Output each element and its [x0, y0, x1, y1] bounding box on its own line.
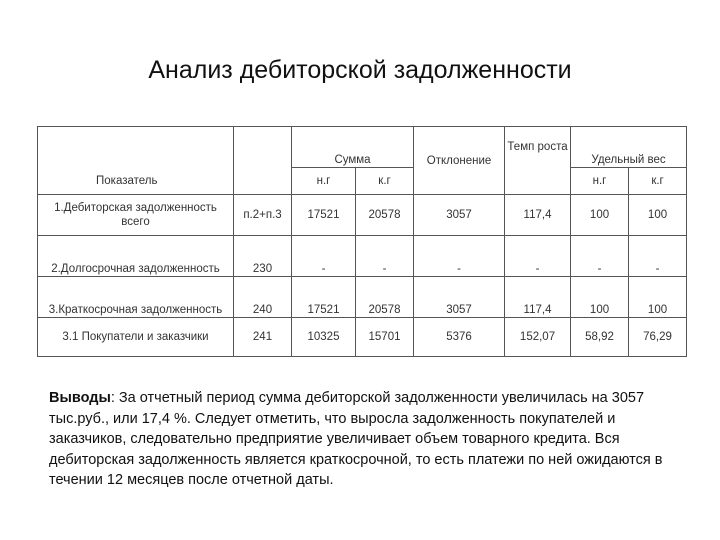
cell-kg: -	[356, 236, 414, 277]
cell-growth: 152,07	[505, 318, 571, 357]
header-kg: к.г	[356, 168, 414, 195]
row-code: 240	[234, 277, 292, 318]
cell-growth: -	[505, 236, 571, 277]
receivables-table-container	[37, 126, 686, 357]
header-summa: Сумма	[292, 127, 414, 168]
cell-share-kg: -	[629, 236, 687, 277]
conclusion-paragraph	[49, 388, 674, 491]
table-row	[38, 195, 687, 236]
cell-ng: 17521	[292, 277, 356, 318]
row-label: 2.Долгосрочная задолженность	[38, 236, 234, 277]
receivables-table	[37, 126, 687, 357]
header-empty-cell	[505, 168, 571, 195]
cell-growth: 117,4	[505, 277, 571, 318]
conclusion-label: Выводы	[49, 390, 111, 406]
row-code: п.2+п.3	[234, 195, 292, 236]
cell-kg: 20578	[356, 195, 414, 236]
row-code: 230	[234, 236, 292, 277]
header-empty-cell	[38, 127, 234, 168]
table-row	[38, 277, 687, 318]
header-ng-share: н.г	[571, 168, 629, 195]
cell-share-ng: 58,92	[571, 318, 629, 357]
table-row	[38, 318, 687, 357]
cell-deviation: 3057	[414, 195, 505, 236]
page-title: Анализ дебиторской задолженности	[148, 56, 572, 84]
cell-ng: 17521	[292, 195, 356, 236]
table-row	[38, 236, 687, 277]
header-empty-cell	[414, 168, 505, 195]
cell-deviation: 5376	[414, 318, 505, 357]
cell-share-ng: 100	[571, 195, 629, 236]
header-kg-share: к.г	[629, 168, 687, 195]
conclusion-text: : За отчетный период сумма дебиторской задолженности увеличилась на 3057 тыс.руб., или 17,4 %. Следует отметить, что выросла задолженность покупателей и заказчиков, следовательно предприятие увеличивает объем товарного кредита. Вся дебиторская задолженность является краткосрочной, то есть платежи по ней ожидаются в течении 12 месяцев после отчетной даты.	[49, 390, 663, 488]
row-label: 3.Краткосрочная задолженность	[38, 277, 234, 318]
cell-kg: 15701	[356, 318, 414, 357]
header-row-2	[38, 168, 687, 195]
header-pokazatel: Показатель	[38, 168, 234, 195]
row-label: 3.1 Покупатели и заказчики	[38, 318, 234, 357]
cell-growth: 117,4	[505, 195, 571, 236]
cell-share-kg: 76,29	[629, 318, 687, 357]
header-empty-cell	[234, 168, 292, 195]
header-udelny: Удельный вес	[571, 127, 687, 168]
cell-kg: 20578	[356, 277, 414, 318]
header-empty-cell	[234, 127, 292, 168]
cell-share-kg: 100	[629, 195, 687, 236]
cell-deviation: 3057	[414, 277, 505, 318]
cell-share-kg: 100	[629, 277, 687, 318]
cell-share-ng: 100	[571, 277, 629, 318]
header-temp: Темп роста	[505, 127, 571, 168]
cell-share-ng: -	[571, 236, 629, 277]
row-label: 1.Дебиторская задолженность всего	[38, 195, 234, 236]
header-ng: н.г	[292, 168, 356, 195]
cell-ng: -	[292, 236, 356, 277]
header-row-1	[38, 127, 687, 168]
cell-deviation: -	[414, 236, 505, 277]
row-code: 241	[234, 318, 292, 357]
cell-ng: 10325	[292, 318, 356, 357]
header-otklonenie: Отклонение	[414, 127, 505, 168]
